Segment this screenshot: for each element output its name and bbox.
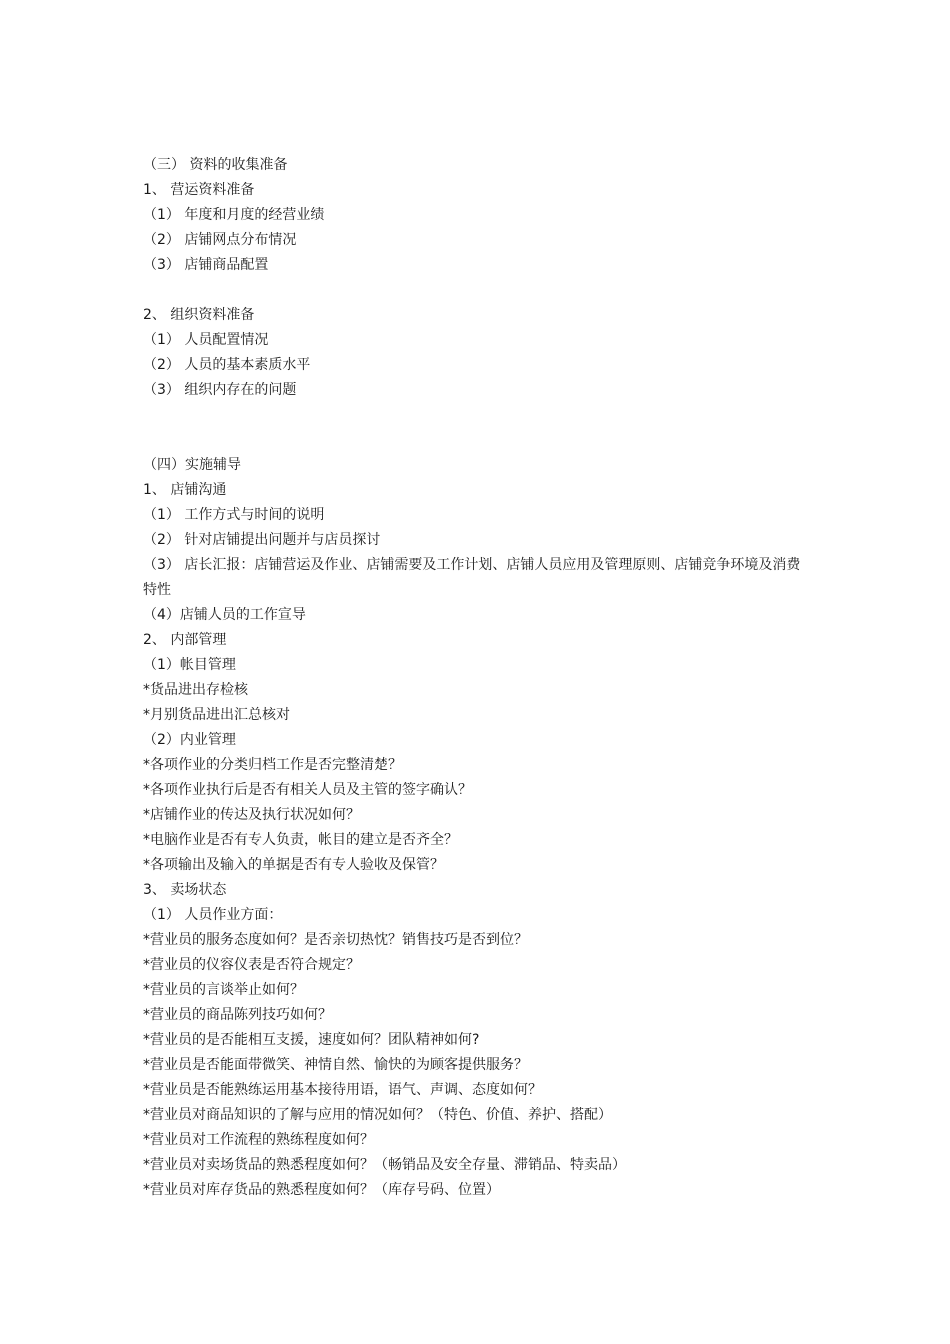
- bullet-item: *电脑作业是否有专人负责，帐目的建立是否齐全？: [143, 832, 458, 848]
- bullet-item: *营业员的仪容仪表是否符合规定？: [143, 957, 360, 973]
- bullet-item: *营业员是否能面带微笑、神情自然、愉快的为顾客提供服务？: [143, 1057, 528, 1073]
- subsection-title: 2、 组织资料准备: [143, 307, 255, 323]
- bullet-item: *营业员对商品知识的了解与应用的情况如何？（特色、价值、养护、搭配）: [143, 1107, 612, 1123]
- document-content: [143, 153, 803, 1203]
- bullet-item: *店铺作业的传达及执行状况如何？: [143, 807, 360, 823]
- list-item: （3） 店铺商品配置: [143, 257, 269, 273]
- section-heading: （四）实施辅导: [143, 457, 241, 473]
- list-item: （1） 工作方式与时间的说明: [143, 507, 325, 523]
- list-item: （2） 人员的基本素质水平: [143, 357, 311, 373]
- bullet-item: *货品进出存检核: [143, 682, 248, 698]
- list-item: （2） 针对店铺提出问题并与店员探讨: [143, 532, 381, 548]
- list-item: （1） 人员配置情况: [143, 332, 269, 348]
- list-item: （1） 年度和月度的经营业绩: [143, 207, 325, 223]
- list-item: （3） 组织内存在的问题: [143, 382, 297, 398]
- bullet-item: *营业员的商品陈列技巧如何？: [143, 1007, 332, 1023]
- subsection-title: 1、 营运资料准备: [143, 182, 255, 198]
- part-title: （1） 人员作业方面：: [143, 907, 283, 923]
- bullet-item: *各项输出及输入的单据是否有专人验收及保管？: [143, 857, 444, 873]
- bullet-item: *营业员的言谈举止如何？: [143, 982, 304, 998]
- bullet-item: *营业员的是否能相互支援，速度如何？团队精神如何?: [143, 1032, 480, 1048]
- spacer: [143, 403, 803, 453]
- bullet-item: *月别货品进出汇总核对: [143, 707, 290, 723]
- bullet-item: *营业员对工作流程的熟练程度如何？: [143, 1132, 374, 1148]
- bullet-item: *营业员对库存货品的熟悉程度如何？（库存号码、位置）: [143, 1182, 500, 1198]
- list-item: （4）店铺人员的工作宣导: [143, 607, 306, 623]
- subsection-title: 2、 内部管理: [143, 632, 227, 648]
- spacer: [143, 278, 803, 303]
- list-item: （2） 店铺网点分布情况: [143, 232, 297, 248]
- bullet-item: *各项作业的分类归档工作是否完整清楚？: [143, 757, 402, 773]
- bullet-item: *营业员是否能熟练运用基本接待用语，语气、声调、态度如何？: [143, 1082, 542, 1098]
- list-item: （3） 店长汇报：店铺营运及作业、店铺需要及工作计划、店铺人员应用及管理原则、店铺竞争环境及消费特性: [143, 557, 801, 598]
- bullet-item: *营业员的服务态度如何？是否亲切热忱？销售技巧是否到位？: [143, 932, 528, 948]
- part-title: （1）帐目管理: [143, 657, 236, 673]
- part-title: （2）内业管理: [143, 732, 236, 748]
- section-heading: （三） 资料的收集准备: [143, 157, 288, 173]
- bullet-item: *营业员对卖场货品的熟悉程度如何？（畅销品及安全存量、滞销品、特卖品）: [143, 1157, 626, 1173]
- subsection-title: 1、 店铺沟通: [143, 482, 227, 498]
- bullet-item: *各项作业执行后是否有相关人员及主管的签字确认？: [143, 782, 472, 798]
- subsection-title: 3、 卖场状态: [143, 882, 227, 898]
